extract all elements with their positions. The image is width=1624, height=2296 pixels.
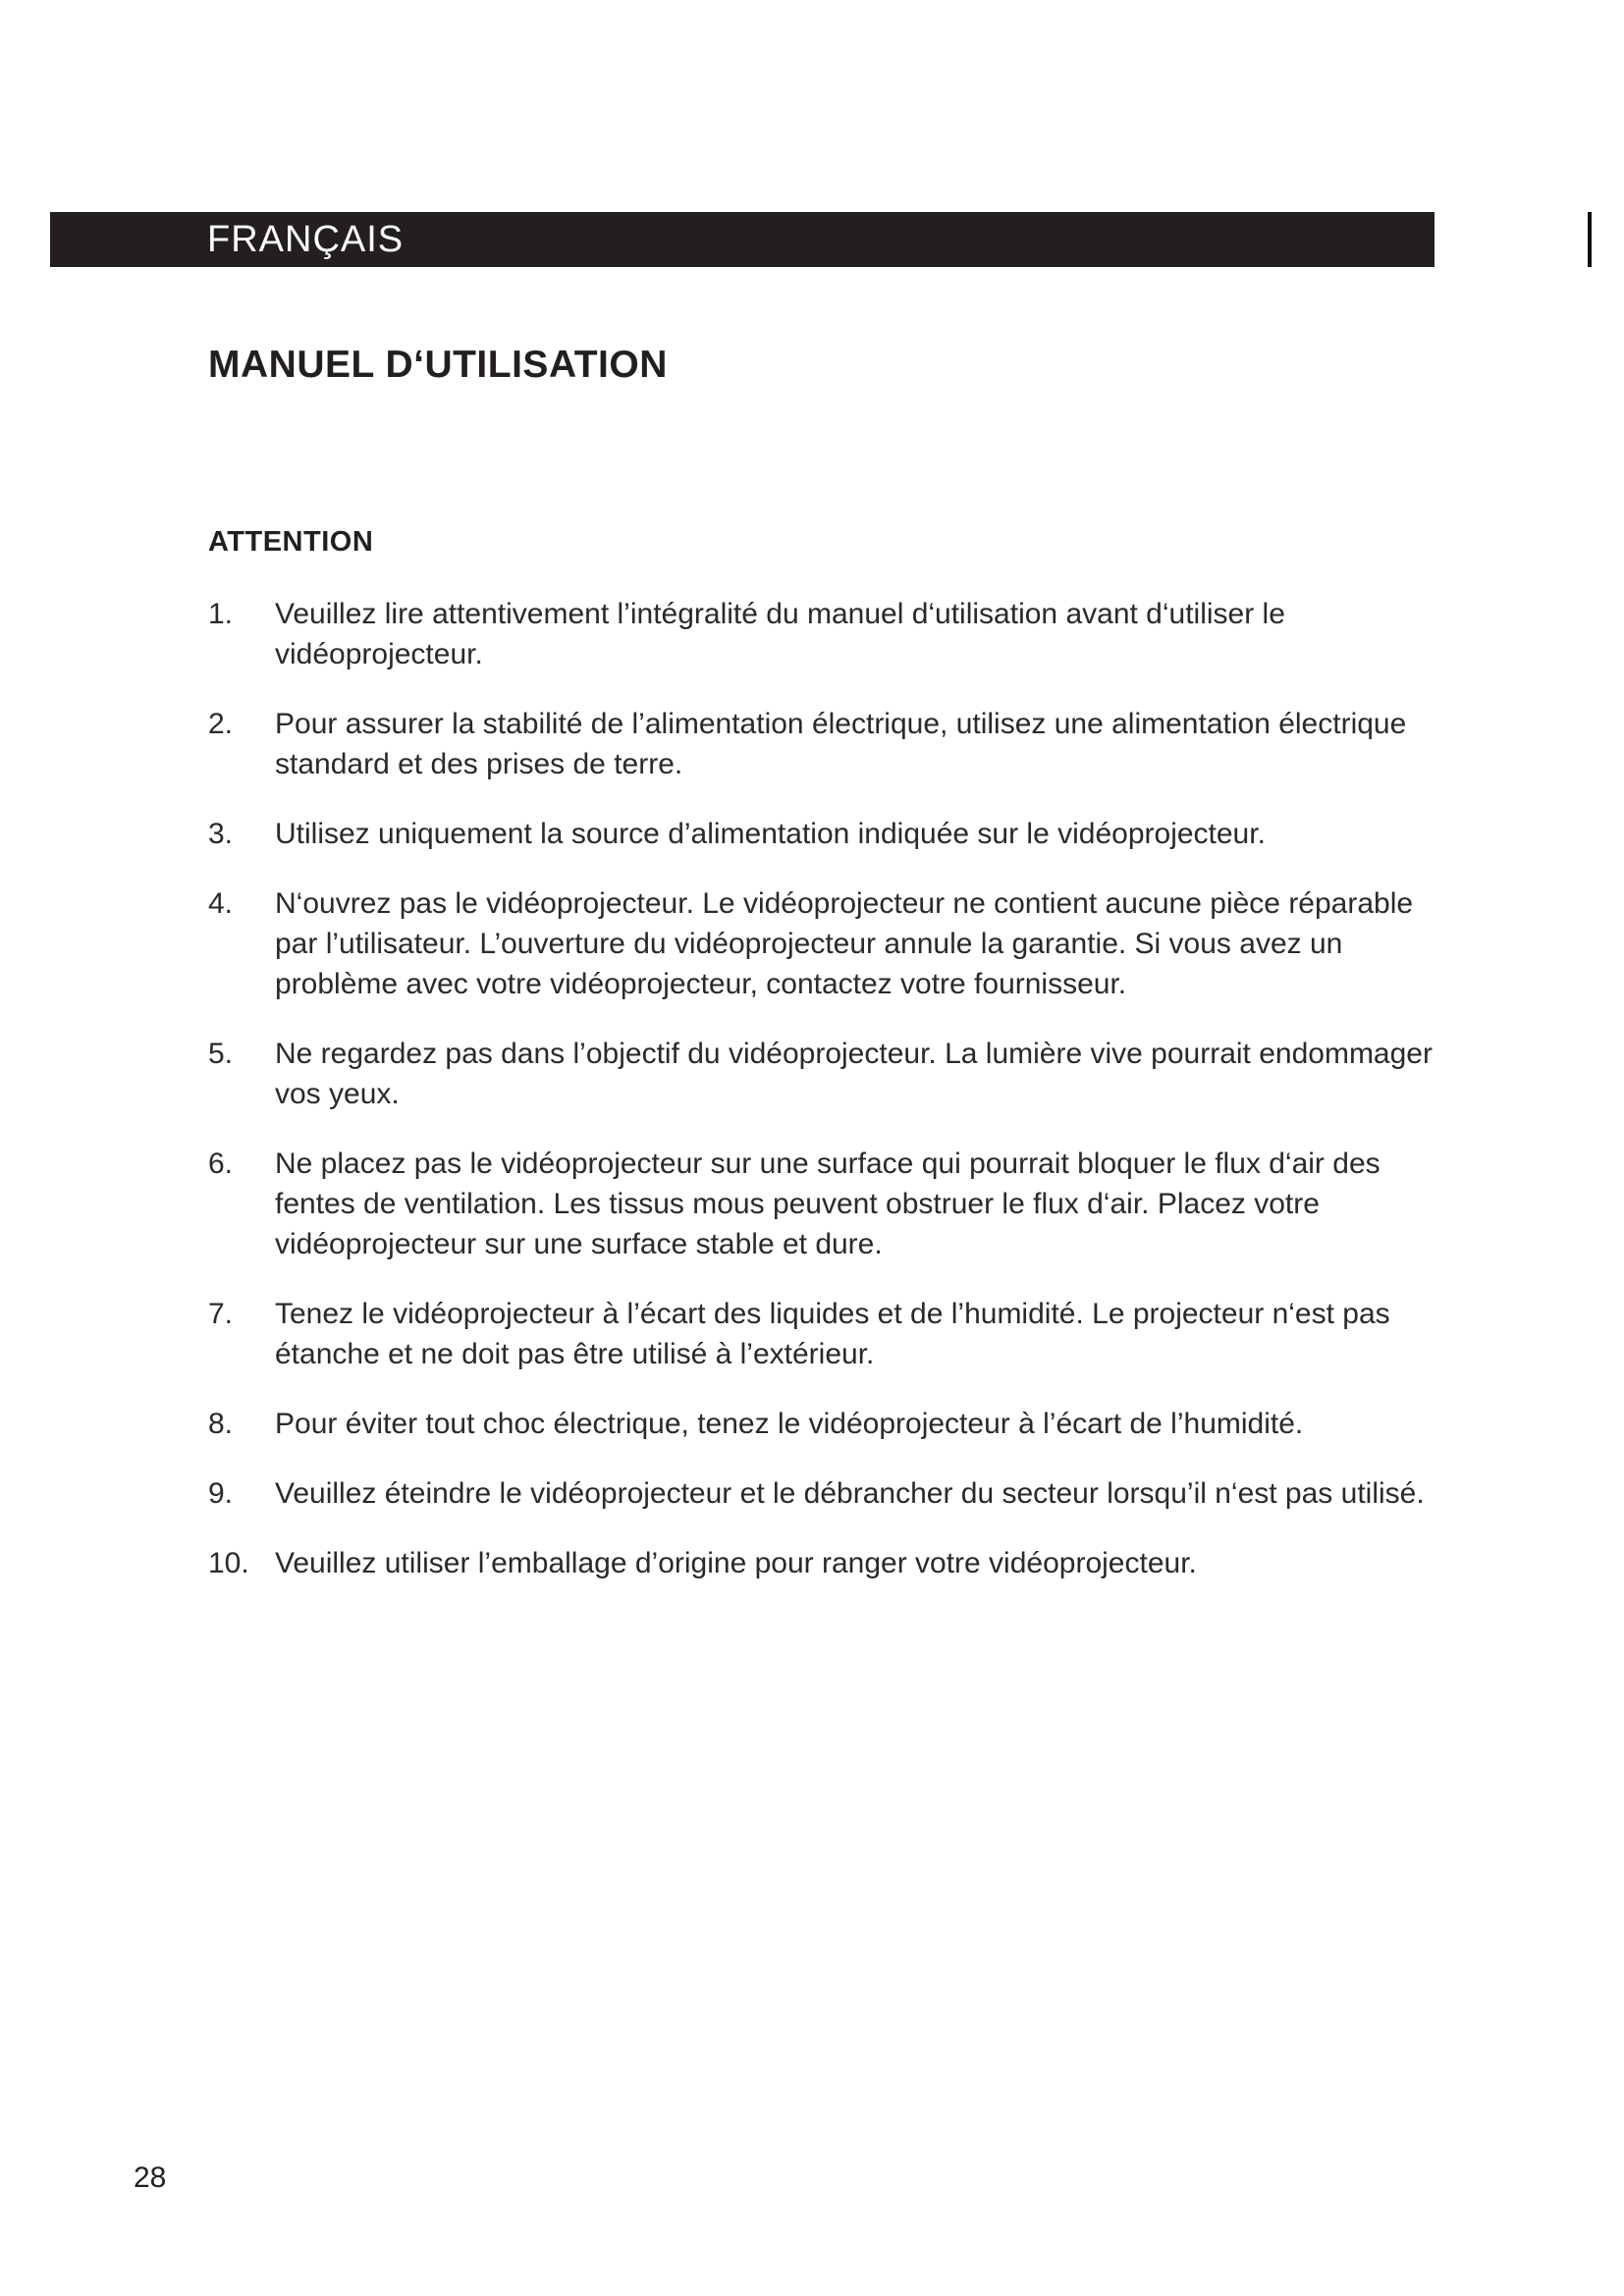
- language-header-bar: [50, 212, 1435, 267]
- crop-mark: [1588, 212, 1592, 267]
- page-title: MANUEL D‘UTILISATION: [208, 344, 668, 386]
- list-item-text: Pour éviter tout choc électrique, tenez le vidéoprojecteur à l’écart de l’humidité.: [275, 1408, 1304, 1440]
- list-item-text: Tenez le vidéoprojecteur à l’écart des liquides et de l’humidité. Le projecteur n‘est pas étanche et ne doit pas être utilisé à l’extérieur.: [275, 1298, 1390, 1370]
- language-label: FRANÇAIS: [207, 219, 405, 260]
- list-item-number: 7.: [208, 1298, 234, 1330]
- list-item-number: 5.: [208, 1038, 234, 1070]
- list-item-text: Ne regardez pas dans l’objectif du vidéoprojecteur. La lumière vive pourrait endommager vos yeux.: [275, 1038, 1433, 1110]
- list-item-number: 8.: [208, 1408, 234, 1440]
- list-item-text: Veuillez éteindre le vidéoprojecteur et le débrancher du secteur lorsqu’il n‘est pas utilisé.: [275, 1477, 1425, 1510]
- list-item-number: 6.: [208, 1148, 234, 1180]
- list-item: [208, 1144, 1435, 1264]
- list-item: [208, 704, 1435, 784]
- list-item-number: 10.: [208, 1547, 249, 1579]
- list-item-text: Veuillez utiliser l’emballage d’origine pour ranger votre vidéoprojecteur.: [275, 1547, 1197, 1579]
- list-item: [208, 1294, 1435, 1374]
- list-item: [208, 883, 1435, 1004]
- list-item-text: Pour assurer la stabilité de l’alimentation électrique, utilisez une alimentation électrique standard et des prises de terre.: [275, 708, 1407, 780]
- page-number: 28: [134, 2162, 167, 2194]
- list-item: [208, 814, 1435, 854]
- list-item: [208, 1034, 1435, 1114]
- warning-list: [208, 594, 1435, 1613]
- list-item-number: 4.: [208, 887, 234, 920]
- section-heading: ATTENTION: [208, 526, 374, 558]
- list-item-text: Ne placez pas le vidéoprojecteur sur une surface qui pourrait bloquer le flux d‘air des fentes de ventilation. Les tissus mous peuvent obstruer le flux d‘air. Placez votre vidéoprojecteur sur une surface stable et dure.: [275, 1148, 1380, 1260]
- list-item: [208, 1404, 1435, 1444]
- list-item-text: Utilisez uniquement la source d’alimentation indiquée sur le vidéoprojecteur.: [275, 818, 1266, 850]
- list-item-text: Veuillez lire attentivement l’intégralité du manuel d‘utilisation avant d‘utiliser le vidéoprojecteur.: [275, 598, 1285, 670]
- list-item-number: 9.: [208, 1477, 234, 1510]
- list-item: [208, 1473, 1435, 1514]
- list-item: [208, 1543, 1435, 1583]
- list-item: [208, 594, 1435, 674]
- list-item-number: 2.: [208, 708, 234, 740]
- list-item-number: 1.: [208, 598, 234, 630]
- list-item-text: N‘ouvrez pas le vidéoprojecteur. Le vidéoprojecteur ne contient aucune pièce réparable par l’utilisateur. L’ouverture du vidéoprojecteur annule la garantie. Si vous avez un problème avec votre vidéoprojecteur, contactez votre fournisseur.: [275, 887, 1414, 1000]
- list-item-number: 3.: [208, 818, 234, 850]
